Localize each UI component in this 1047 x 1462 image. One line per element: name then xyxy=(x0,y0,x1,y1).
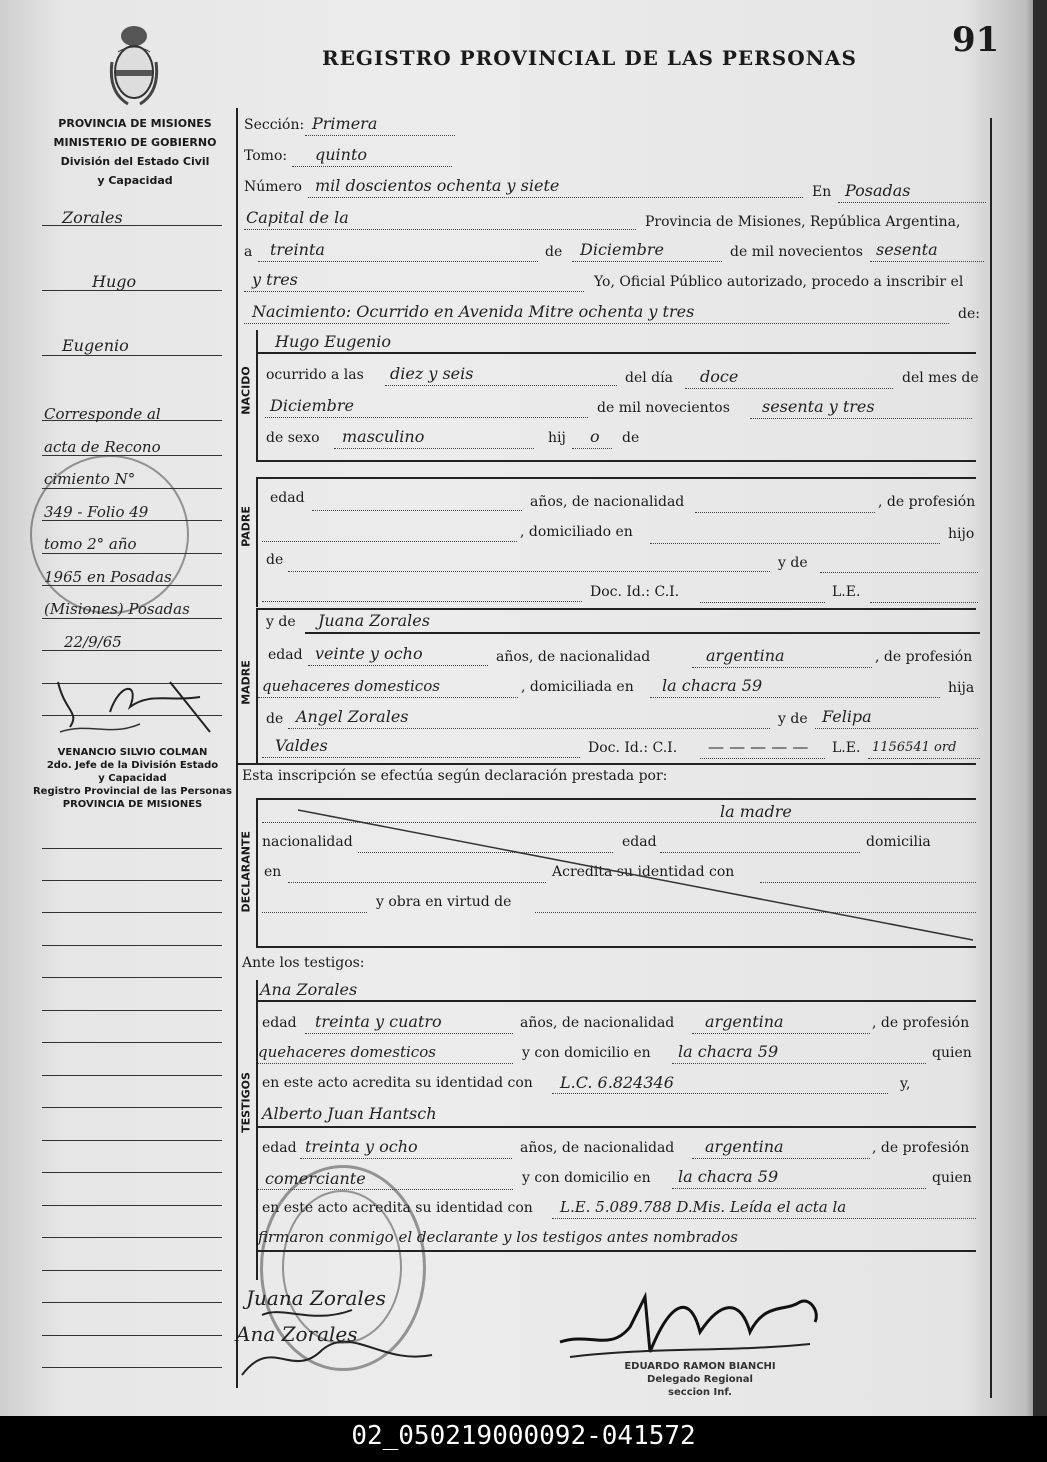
numero-value: mil doscientos ochenta y siete xyxy=(315,176,560,195)
cancellation-line xyxy=(258,800,978,945)
margin-surname: Zorales xyxy=(62,208,123,227)
a-label: a xyxy=(244,244,253,260)
margin-first-name: Hugo xyxy=(92,272,137,291)
closing-text: firmaron conmigo el declarante y los testigos antes nombrados xyxy=(258,1228,738,1246)
padre-doc-label: Doc. Id.: C.I. xyxy=(590,584,680,600)
testigo2-edad-label: edad xyxy=(262,1140,297,1156)
testigo1-anios-label: años, de nacionalidad xyxy=(520,1015,675,1031)
testigo2-profesion-value: comerciante xyxy=(265,1169,366,1188)
hij-value: o xyxy=(590,427,600,446)
testigo2-edad-value: treinta y ocho xyxy=(305,1137,418,1156)
madre-de-label: de xyxy=(266,711,284,727)
declarante-section-label: DECLARANTE xyxy=(239,831,253,913)
testigo1-domicilio-label: y con domicilio en xyxy=(522,1045,651,1061)
padre-section-label: PADRE xyxy=(239,506,253,547)
declarante-intro: Esta inscripción se efectúa según declaración prestada por: xyxy=(242,768,668,784)
tomo-label: Tomo: xyxy=(244,148,288,164)
testigo1-profesion-value: quehaceres domesticos xyxy=(258,1043,436,1061)
signature-ana: Ana Zorales xyxy=(236,1322,358,1346)
mil-text: de mil novecientos xyxy=(730,244,863,260)
testigo2-domicilio-label: y con domicilio en xyxy=(522,1170,651,1186)
en-label: En xyxy=(812,184,832,200)
nacido-year-value: sesenta y tres xyxy=(762,397,875,416)
madre-profesion-label: , de profesión xyxy=(875,649,973,665)
ocurrido-label: ocurrido a las xyxy=(266,367,364,383)
nacido-section-label: NACIDO xyxy=(239,366,253,415)
padre-profesion-label: , de profesión xyxy=(878,494,976,510)
province-header: PROVINCIA DE MISIONES MINISTERIO DE GOBIERNO División del Estado Civil y Capacidad xyxy=(53,117,217,187)
testigo1-acredita-label: en este acto acredita su identidad con xyxy=(262,1075,533,1091)
testigo1-domicilio-value: la chacra 59 xyxy=(678,1042,779,1061)
nacido-de-label: de xyxy=(622,430,640,446)
madre-hija-label: hija xyxy=(948,680,975,696)
del-mes-label: del mes de xyxy=(902,370,979,386)
tomo-value: quinto xyxy=(315,145,368,164)
padre-hijo-label: hijo xyxy=(948,526,975,542)
madre-y-de2-label: y de xyxy=(778,711,808,727)
declarante-domicilia-label: domicilia xyxy=(866,834,931,850)
testigo1-edad-label: edad xyxy=(262,1015,297,1031)
testigos-section-label: TESTIGOS xyxy=(239,1072,253,1133)
declarante-acredita-label: Acredita su identidad con xyxy=(552,864,735,880)
padre-edad-label: edad xyxy=(270,490,305,506)
declarante-value: la madre xyxy=(720,802,792,821)
page-binding-edge xyxy=(1033,0,1047,1416)
del-dia-label: del día xyxy=(625,370,673,386)
madre-name-value: Juana Zorales xyxy=(318,611,430,630)
nacido-day-value: doce xyxy=(700,367,739,386)
hij-label: hij xyxy=(548,430,566,446)
testigo1-quien-label: quien xyxy=(932,1045,972,1061)
madre-madre-value: Felipa xyxy=(822,707,872,726)
madre-edad-label: edad xyxy=(268,647,303,663)
margin-stamp xyxy=(30,455,189,614)
testigo1-y-label: y, xyxy=(900,1076,911,1092)
testigo1-edad-value: treinta y cuatro xyxy=(315,1012,442,1031)
registry-year-value: sesenta xyxy=(876,240,938,259)
declarante-en-label: en xyxy=(264,864,282,880)
acto-value: Nacimiento: Ocurrido en Avenida Mitre ochenta y tres xyxy=(252,302,695,321)
margin-signature-icon xyxy=(50,672,225,742)
madre-anios-label: años, de nacionalidad xyxy=(496,649,651,665)
nacido-mil-label: de mil novecientos xyxy=(597,400,730,416)
madre-section-label: MADRE xyxy=(239,660,253,705)
seccion-label: Sección: xyxy=(244,117,305,133)
en-value: Posadas xyxy=(845,181,911,200)
provincia-text: Provincia de Misiones, República Argentina, xyxy=(645,214,961,230)
declarante-edad-label: edad xyxy=(622,834,657,850)
madre-padre-value: Angel Zorales xyxy=(296,707,409,726)
madre-profesion-value: quehaceres domesticos xyxy=(262,677,440,695)
capital-value: Capital de la xyxy=(246,208,349,227)
main-right-border xyxy=(990,118,992,1398)
de-label: de xyxy=(545,244,563,260)
declarante-nacionalidad-label: nacionalidad xyxy=(262,834,353,850)
padre-le-label: L.E. xyxy=(832,584,861,600)
coat-of-arms-icon xyxy=(108,22,160,110)
registry-month-value: Diciembre xyxy=(580,240,665,259)
testigo2-name-value: Alberto Juan Hantsch xyxy=(262,1104,437,1123)
seccion-value: Primera xyxy=(312,114,378,133)
testigo1-name-value: Ana Zorales xyxy=(260,980,358,999)
testigo1-profesion-label: , de profesión xyxy=(872,1015,970,1031)
madre-ci-value: — — — — — xyxy=(708,737,809,756)
madre-doc-label: Doc. Id.: C.I. xyxy=(588,740,678,756)
numero-label: Número xyxy=(244,179,302,195)
margin-note: Corresponde al acta de Recono cimiento N° 349 - Folio 49 tomo 2° año 1965 en Posadas (Misiones) Posadas 22/9/65 xyxy=(44,405,190,651)
padre-y-de-label: y de xyxy=(778,555,808,571)
sexo-label: de sexo xyxy=(266,430,320,446)
testigo1-nac-value: argentina xyxy=(705,1012,784,1031)
madre-domicilio-value: la chacra 59 xyxy=(662,676,763,695)
padre-anios-label: años, de nacionalidad xyxy=(530,494,685,510)
madre-nacionalidad-value: argentina xyxy=(706,646,785,665)
madre-madre-value-2: Valdes xyxy=(275,736,328,755)
testigo2-anios-label: años, de nacionalidad xyxy=(520,1140,675,1156)
madre-y-de-label: y de xyxy=(266,614,296,630)
de-colon: de: xyxy=(958,306,980,322)
image-id-bar: 02_050219000092-041572 xyxy=(0,1416,1047,1462)
yo-text: Yo, Oficial Público autorizado, procedo a inscribir el xyxy=(594,274,964,290)
document-title: REGISTRO PROVINCIAL DE LAS PERSONAS xyxy=(322,46,857,70)
witness-signatures-icon xyxy=(232,1295,472,1385)
madre-edad-value: veinte y ocho xyxy=(315,644,423,663)
madre-le-label: L.E. xyxy=(832,740,861,756)
nacido-name-value: Hugo Eugenio xyxy=(275,332,391,351)
margin-official-caption: VENANCIO SILVIO COLMAN 2do. Jefe de la División Estado y Capacidad Registro Provincial de las Personas PROVINCIA DE MISIONES xyxy=(32,747,232,810)
page-number: 91 xyxy=(952,20,1000,60)
padre-de-label: de xyxy=(266,552,284,568)
testigo2-quien-label: quien xyxy=(932,1170,972,1186)
testigos-intro: Ante los testigos: xyxy=(242,955,365,971)
signature-juana: Juana Zorales xyxy=(246,1286,386,1310)
official-signature-icon xyxy=(550,1272,840,1372)
testigo2-nac-value: argentina xyxy=(705,1137,784,1156)
registry-year-value-2: y tres xyxy=(252,270,298,289)
testigo2-acredita-label: en este acto acredita su identidad con xyxy=(262,1200,533,1216)
testigo2-profesion-label: , de profesión xyxy=(872,1140,970,1156)
padre-domiciliado-label: , domiciliado en xyxy=(520,524,633,540)
declarante-virtud-label: y obra en virtud de xyxy=(376,894,512,910)
official-caption: EDUARDO RAMON BIANCHI Delegado Regional seccion Inf. xyxy=(624,1361,776,1398)
sexo-value: masculino xyxy=(342,427,425,446)
testigo2-domicilio-value: la chacra 59 xyxy=(678,1167,779,1186)
main-left-border xyxy=(236,108,238,1388)
registry-day-value: treinta xyxy=(270,240,325,259)
testigo1-id-value: L.C. 6.824346 xyxy=(560,1073,674,1092)
madre-le-value: 1156541 ord xyxy=(872,740,957,755)
hora-value: diez y seis xyxy=(390,364,474,383)
margin-second-name: Eugenio xyxy=(62,336,129,355)
madre-domiciliada-label: , domiciliada en xyxy=(521,679,634,695)
testigo2-id-value: L.E. 5.089.788 D.Mis. Leída el acta la xyxy=(560,1198,847,1216)
nacido-month-value: Diciembre xyxy=(270,396,355,415)
